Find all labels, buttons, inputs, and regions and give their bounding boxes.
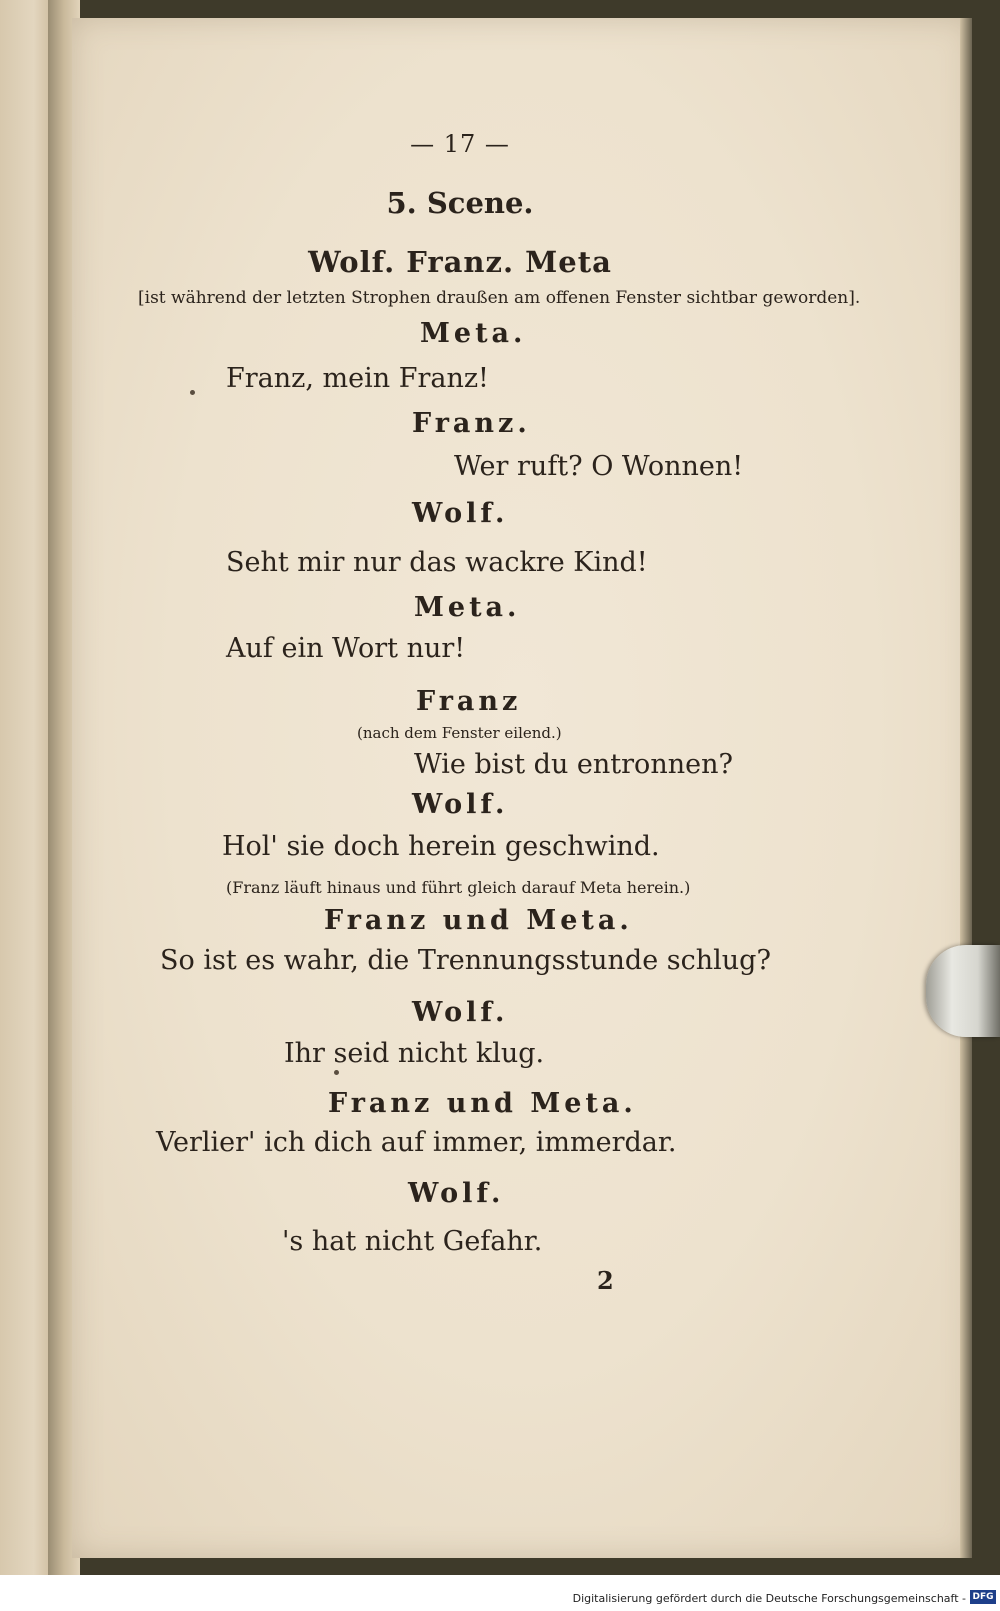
speaker-name: Meta. <box>420 318 527 349</box>
dialogue-line: Hol' sie doch herein geschwind. <box>222 831 660 862</box>
speaker-name: Franz. <box>412 408 531 439</box>
speaker-name: Wolf. <box>408 1178 505 1209</box>
signature-mark: 2 <box>597 1266 614 1295</box>
ink-speck <box>334 1070 339 1075</box>
stage-direction: (Franz läuft hinaus und führt gleich darauf Meta herein.) <box>226 878 691 897</box>
dialogue-line: So ist es wahr, die Trennungsstunde schlug? <box>160 945 771 976</box>
dialogue-line: Auf ein Wort nur! <box>226 633 466 664</box>
character-list: Wolf. Franz. Meta <box>308 245 612 279</box>
dialogue-line: Verlier' ich dich auf immer, immerdar. <box>156 1127 677 1158</box>
dialogue-line: Ihr seid nicht klug. <box>284 1038 545 1069</box>
dialogue-line: Wer ruft? O Wonnen! <box>454 451 744 482</box>
ink-speck <box>190 390 195 395</box>
dialogue-line: Wie bist du entronnen? <box>414 749 733 780</box>
dialogue-line: Franz, mein Franz! <box>226 363 489 394</box>
speaker-name: Wolf. <box>412 498 509 529</box>
page-number-header: — 17 — <box>410 130 510 158</box>
stage-direction: (nach dem Fenster eilend.) <box>357 724 562 742</box>
dialogue-line: 's hat nicht Gefahr. <box>282 1226 543 1257</box>
dialogue-line: Seht mir nur das wackre Kind! <box>226 547 648 578</box>
scene-title: 5. Scene. <box>386 186 534 220</box>
page-right-edge <box>960 18 972 1558</box>
speaker-name: Franz und Meta. <box>324 905 633 936</box>
speaker-name: Wolf. <box>412 997 509 1028</box>
dfg-logo-icon: DFG <box>970 1590 996 1604</box>
speaker-name: Franz <box>416 686 522 717</box>
speaker-name: Meta. <box>414 592 521 623</box>
stage-direction: [ist während der letzten Strophen draußen am offenen Fenster sichtbar geworden]. <box>138 288 861 308</box>
footer-credit: Digitalisierung gefördert durch die Deutsche Forschungsgemeinschaft - <box>572 1592 966 1605</box>
scanner-clip <box>926 945 1000 1037</box>
speaker-name: Wolf. <box>412 789 509 820</box>
speaker-name: Franz und Meta. <box>328 1088 637 1119</box>
